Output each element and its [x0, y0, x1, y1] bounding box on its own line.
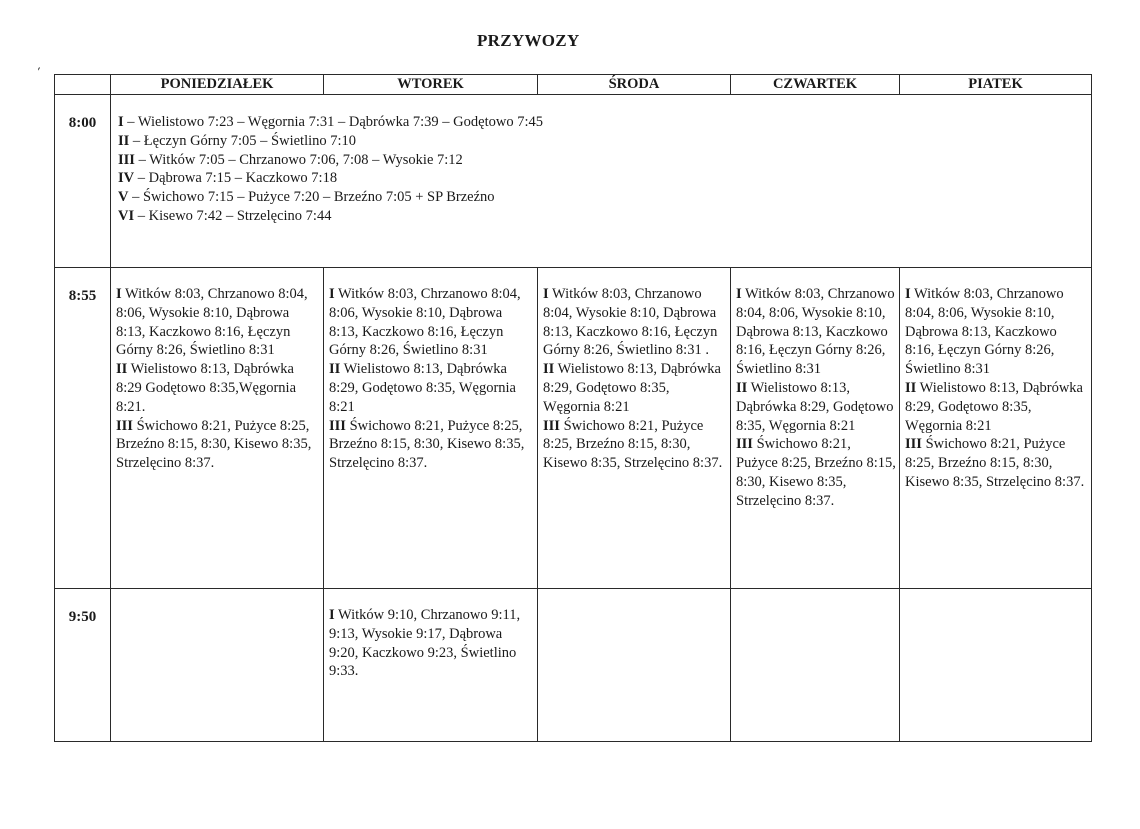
route-entry: III Świchowo 8:21, Pużyce 8:25, Brzeźno 8:15, 8:30, Kisewo 8:35, Strzelęcino 8:37. [736, 436, 896, 509]
time-cell: 8:00 [55, 95, 111, 268]
route-entry: II Wielistowo 8:13, Dąbrówka 8:29, Godętowo 8:35, Węgornia 8:21 [543, 361, 721, 415]
route-entry: I Witków 8:03, Chrzanowo 8:04, 8:06, Wysokie 8:10, Dąbrowa 8:13, Kaczkowo 8:16, Łęczyn Górny 8:26, Świetlino 8:31 [329, 286, 521, 359]
day-cell-sroda [538, 268, 731, 589]
pen-mark: ˊ [35, 65, 47, 82]
header-row [55, 75, 1092, 95]
route-entry: III Świchowo 8:21, Pużyce 8:25, Brzeźno 8:15, 8:30, Kisewo 8:35, Strzelęcino 8:37. [116, 417, 312, 472]
day-cell-piatek [900, 589, 1092, 742]
route-entry: III Świchowo 8:21, Pużyce 8:25, Brzeźno 8:15, 8:30, Kisewo 8:35, Strzelęcino 8:37. [329, 417, 525, 472]
route-entry: I Witków 9:10, Chrzanowo 9:11, 9:13, Wysokie 9:17, Dąbrowa 9:20, Kaczkowo 9:23, Świetlino 9:33. [329, 607, 521, 680]
time-cell: 8:55 [55, 268, 111, 589]
route-entry: I Witków 8:03, Chrzanowo 8:04, 8:06, Wysokie 8:10, Dąbrowa 8:13, Kaczkowo 8:16, Łęczyn Górny 8:26, Świetlino 8:31 [905, 286, 1064, 378]
day-cell-czwartek [731, 589, 900, 742]
route-entry: I Witków 8:03, Chrzanowo 8:04, 8:06, Wysokie 8:10, Dąbrowa 8:13, Kaczkowo 8:16, Łęczyn Górny 8:26, Świetlino 8:31 [116, 286, 308, 359]
route-entry: II Wielistowo 8:13, Dąbrówka 8:29, Godętowo 8:35, Węgornia 8:21 [736, 379, 894, 434]
route-line: VI – Kisewo 7:42 – Strzelęcino 7:44 [118, 207, 332, 224]
table-row [55, 95, 1092, 268]
route-entry: II Wielistowo 8:13, Dąbrówka 8:29, Godętowo 8:35, Węgornia 8:21 [905, 379, 1083, 434]
routes-cell [111, 95, 1092, 268]
route-line: I – Wielistowo 7:23 – Węgornia 7:31 – Dąbrówka 7:39 – Godętowo 7:45 [118, 114, 543, 130]
redaction-box [595, 30, 681, 52]
corner-cell [55, 75, 111, 95]
route-entry: III Świchowo 8:21, Pużyce 8:25, Brzeźno 8:15, 8:30, Kisewo 8:35, Strzelęcino 8:37. [905, 436, 1085, 490]
page-title: PRZYWOZY [477, 31, 580, 50]
day-cell-wtorek [324, 268, 538, 589]
header-sroda: ŚRODA [538, 75, 731, 95]
table-row [55, 589, 1092, 742]
time-cell: 9:50 [55, 589, 111, 742]
header-piatek: PIATEK [900, 75, 1092, 95]
header-wtorek: WTOREK [324, 75, 538, 95]
route-list [111, 95, 1091, 226]
header-czwartek: CZWARTEK [731, 75, 900, 95]
route-entry: I Witków 8:03, Chrzanowo 8:04, 8:06, Wysokie 8:10, Dąbrowa 8:13, Kaczkowo 8:16, Łęczyn Górny 8:26, Świetlino 8:31 [736, 286, 895, 378]
route-line: II – Łęczyn Górny 7:05 – Świetlino 7:10 [118, 132, 357, 149]
route-entry: I Witków 8:03, Chrzanowo 8:04, Wysokie 8:10, Dąbrowa 8:13, Kaczkowo 8:16, Łęczyn Górny 8:26, Świetlino 8:31 . [543, 286, 718, 359]
route-line: IV – Dąbrowa 7:15 – Kaczkowo 7:18 [118, 170, 338, 187]
route-entry: II Wielistowo 8:13, Dąbrówka 8:29 Godętowo 8:35,Węgornia 8:21. [116, 361, 297, 415]
schedule-table [54, 74, 1092, 742]
day-cell-poniedzialek [111, 589, 324, 742]
route-entry: II Wielistowo 8:13, Dąbrówka 8:29, Godętowo 8:35, Węgornia 8:21 [329, 361, 516, 415]
day-cell-piatek [900, 268, 1092, 589]
route-line: III – Witków 7:05 – Chrzanowo 7:06, 7:08 – Wysokie 7:12 [118, 151, 463, 168]
day-cell-poniedzialek [111, 268, 324, 589]
day-cell-sroda [538, 589, 731, 742]
route-line: V – Świchowo 7:15 – Pużyce 7:20 – Brzeźno 7:05 + SP Brzeźno [118, 189, 495, 206]
table-row [55, 268, 1092, 589]
route-entry: III Świchowo 8:21, Pużyce 8:25, Brzeźno 8:15, 8:30, Kisewo 8:35, Strzelęcino 8:37. [543, 417, 723, 472]
header-poniedzialek: PONIEDZIAŁEK [111, 75, 324, 95]
day-cell-czwartek [731, 268, 900, 589]
day-cell-wtorek [324, 589, 538, 742]
